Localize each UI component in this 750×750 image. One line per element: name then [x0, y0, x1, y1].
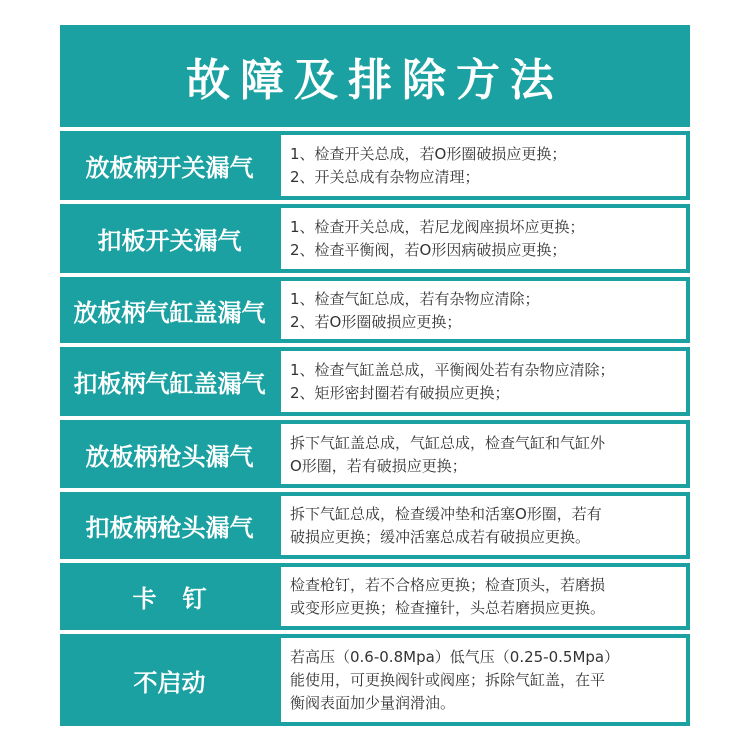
solution-line: 1、检查气缸盖总成，平衡阀处若有杂物应清除；: [290, 361, 615, 379]
solution-line: O形圈，若有破损应更换；: [290, 456, 467, 475]
fault-solution: [281, 567, 686, 626]
fault-row-6: [60, 492, 690, 559]
fault-row-1: [60, 131, 690, 200]
solution-line: 拆下气缸总成，检查缓冲垫和活塞O形圈，若有: [290, 505, 602, 523]
fault-solution: [281, 135, 686, 196]
fault-solution: [281, 496, 686, 555]
fault-solution: [281, 281, 686, 339]
solution-line: 或变形应更换；检查撞针，头总若磨损应更换。: [290, 599, 606, 617]
fault-row-7: [60, 563, 690, 630]
fault-label: 不启动: [133, 668, 206, 697]
fault-label: 扣板开关漏气: [97, 227, 242, 255]
fault-solution: [281, 208, 686, 269]
fault-row-5: [60, 420, 690, 488]
title-banner: [60, 25, 690, 127]
fault-label: 卡钉: [132, 585, 233, 613]
solution-line: 1、检查开关总成，若O形圈破损应更换；: [290, 145, 567, 163]
fault-label: 扣板柄枪头漏气: [85, 514, 254, 542]
fault-row-3: [60, 277, 690, 343]
fault-label: 放板柄气缸盖漏气: [73, 298, 266, 327]
fault-row-8: [60, 634, 690, 726]
fault-row-2: [60, 204, 690, 273]
solution-line: 1、检查开关总成，若尼龙阀座损坏应更换；: [290, 218, 585, 236]
solution-line: 拆下气缸盖总成，气缸总成，检查气缸和气缸外: [290, 433, 606, 452]
solution-line: 检查枪钉，若不合格应更换；检查顶头，若磨损: [290, 576, 606, 594]
page-title: 故障及排除方法: [186, 55, 564, 106]
fault-solution: [281, 424, 686, 484]
solution-line: 1、检查气缸总成，若有杂物应清除；: [290, 289, 540, 308]
fault-solution: [281, 638, 686, 722]
fault-label: 放板柄开关漏气: [85, 154, 254, 182]
solution-line: 2、若O形圈破损应更换；: [290, 312, 462, 331]
fault-label: 放板柄枪头漏气: [85, 442, 254, 471]
solution-line: 2、检查平衡阀，若O形因病破损应更换；: [290, 241, 567, 259]
solution-line: 破损应更换；缓冲活塞总成若有破损应更换。: [290, 528, 591, 546]
fault-label: 扣板柄气缸盖漏气: [73, 370, 266, 398]
solution-line: 2、开关总成有杂物应清理；: [290, 168, 480, 186]
solution-line: 能使用，可更换阀针或阀座；拆除气缸盖，在平: [290, 671, 606, 689]
solution-line: 2、矩形密封圈若有破损应更换；: [290, 384, 510, 402]
solution-line: 若高压（0.6-0.8Mpa）低气压（0.25-0.5Mpa）: [290, 648, 620, 666]
fault-row-4: [60, 347, 690, 416]
solution-line: 衡阀表面加少量润滑油。: [290, 694, 456, 712]
fault-solution: [281, 351, 686, 412]
